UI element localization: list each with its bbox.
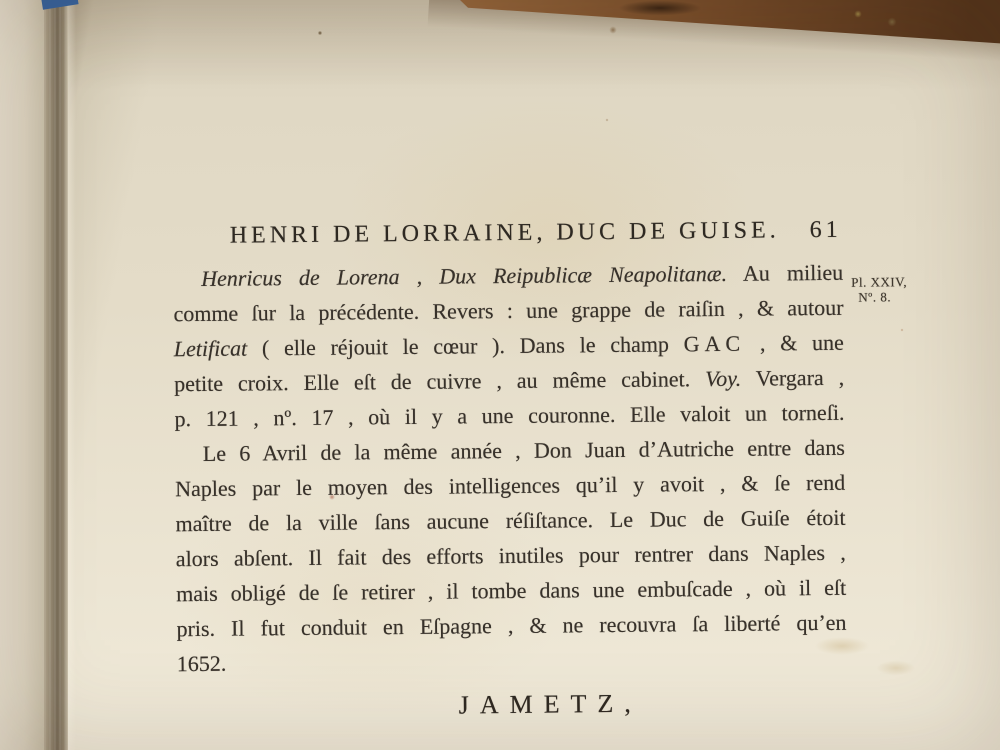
running-head-title: HENRI DE LORRAINE, DUC DE GUISE.	[229, 217, 780, 249]
book-gutter	[44, 0, 68, 750]
body-text	[173, 255, 847, 681]
text-segment: mais obligé de ſe retirer , il tombe dans une embuſcade , où il eſt	[176, 574, 847, 607]
text-segment: petite croix. Elle eſt de cuivre , au même cabinet.	[174, 366, 706, 397]
text-segment: pris. Il fut conduit en Eſpagne , & ne recouvra ſa liberté qu’en	[176, 609, 847, 642]
text-line	[177, 640, 847, 681]
running-head	[173, 213, 843, 253]
margin-note	[851, 274, 961, 305]
text-segment: Naples par le moyen des intelligences qu’il y avoit , & ſe rend	[175, 469, 846, 502]
text-segment: maître de la ville ſans aucune réſiſtance. Le Duc de Guiſe étoit	[175, 504, 846, 537]
text-segment: comme ſur la précédente. Revers : une grappe de raiſin , & autour	[173, 294, 844, 327]
text-segment: Letificat	[173, 335, 248, 362]
text-segment: GAC	[683, 330, 746, 357]
text-segment: p. 121 , nº. 17 , où il y a une couronne. Elle valoit un torneſi.	[174, 399, 845, 432]
text-segment: , & une	[745, 329, 844, 356]
text-segment: Henricus de Lorena , Dux Reipublicæ Neapolitanæ.	[201, 260, 728, 291]
text-segment: Le 6 Avril de la même année , Don Juan d’Autriche entre dans	[202, 434, 845, 466]
text-line	[176, 605, 846, 646]
text-segment: alors abſent. Il fait des efforts inutiles pour rentrer dans Naples ,	[175, 539, 846, 572]
margin-note-plate: Pl. XXIV,	[851, 274, 908, 290]
text-segment: Au milieu	[726, 259, 844, 286]
text-segment: ( elle réjouit le cœur ). Dans le champ	[247, 331, 684, 361]
margin-note-number: Nº. 8.	[858, 289, 892, 305]
book-left-page-edge	[0, 0, 44, 750]
text-segment: Voy.	[705, 365, 742, 392]
page-number: 61	[809, 216, 842, 244]
section-heading-jametz: JAMETZ,	[458, 688, 642, 720]
text-segment: Vergara ,	[741, 364, 845, 391]
printed-text-block	[173, 213, 908, 723]
text-segment: 1652.	[176, 650, 227, 677]
